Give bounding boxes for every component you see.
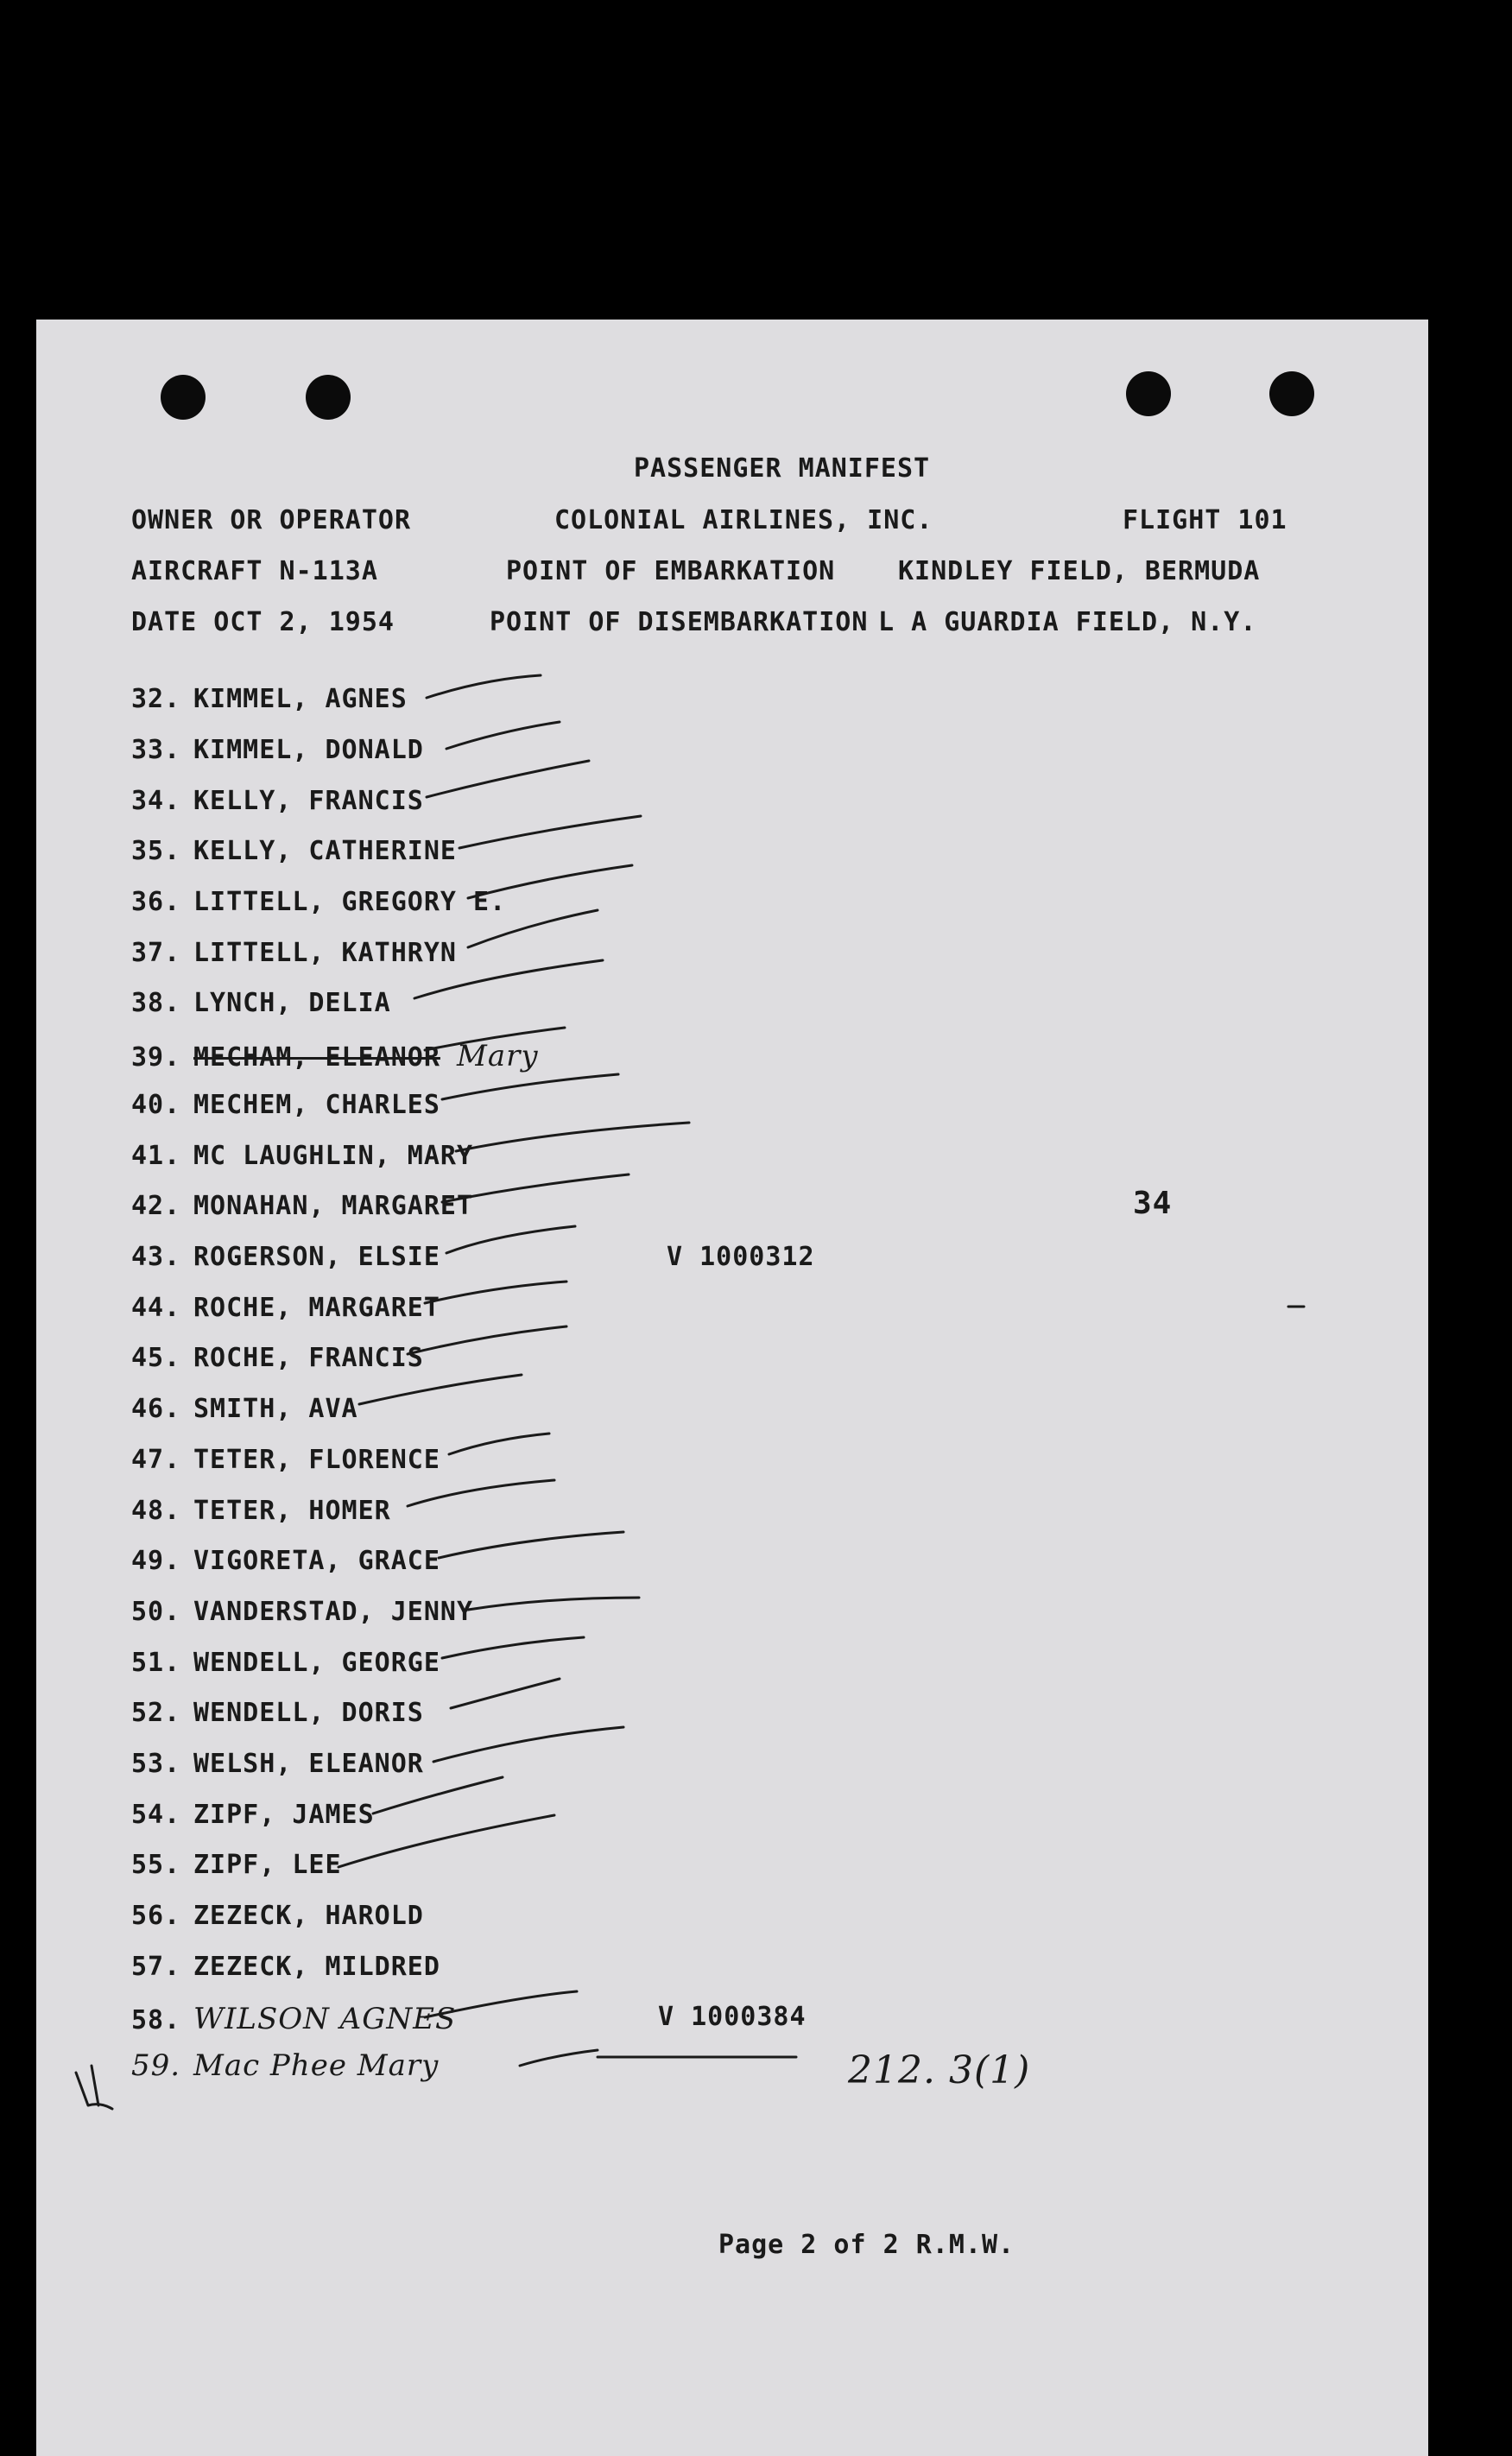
handwritten-correction: Mary (457, 1039, 539, 1073)
passenger-number: 57. (131, 1952, 181, 1982)
passenger-number: 49. (131, 1546, 181, 1576)
passenger-number: 47. (131, 1445, 181, 1475)
passenger-name: WENDELL, GEORGE (193, 1648, 440, 1678)
passenger-note: V 1000384 (658, 2002, 807, 2032)
passenger-name: KIMMEL, DONALD (193, 735, 424, 765)
passenger-name: VIGORETA, GRACE (193, 1546, 440, 1576)
passenger-number: 58. (131, 2005, 181, 2035)
passenger-name: ROCHE, MARGARET (193, 1293, 440, 1323)
disembark-place: L A GUARDIA FIELD, N.Y. (878, 607, 1257, 637)
passenger-name: MONAHAN, MARGARET (193, 1191, 474, 1221)
passenger-number: 52. (131, 1698, 181, 1728)
embark-label: POINT OF EMBARKATION (506, 556, 836, 586)
passenger-note: V 1000312 (667, 1242, 815, 1272)
passenger-name: SMITH, AVA (193, 1394, 358, 1424)
passenger-name: TETER, HOMER (193, 1496, 391, 1526)
passenger-number: 59. (131, 2048, 181, 2083)
passenger-name: KIMMEL, AGNES (193, 684, 408, 714)
carrier-name: COLONIAL AIRLINES, INC. (554, 505, 933, 535)
passenger-name: LITTELL, KATHRYN (193, 938, 457, 968)
passenger-name: KELLY, FRANCIS (193, 786, 424, 816)
passenger-number: 33. (131, 735, 181, 765)
passenger-name: TETER, FLORENCE (193, 1445, 440, 1475)
margin-mark: 34 (1133, 1186, 1173, 1221)
passenger-number: 41. (131, 1141, 181, 1171)
disembark-label: POINT OF DISEMBARKATION (490, 607, 869, 637)
passenger-number: 45. (131, 1343, 181, 1373)
passenger-name: Mac Phee Mary (193, 2048, 440, 2083)
passenger-name: MECHEM, CHARLES (193, 1090, 440, 1120)
passenger-number: 54. (131, 1800, 181, 1830)
passenger-name: MECHAM, ELEANOR (193, 1042, 440, 1073)
passenger-name: WENDELL, DORIS (193, 1698, 424, 1728)
owner-label: OWNER OR OPERATOR (131, 505, 412, 535)
manifest-date: DATE OCT 2, 1954 (131, 607, 395, 637)
passenger-name: ZIPF, LEE (193, 1850, 342, 1880)
passenger-number: 40. (131, 1090, 181, 1120)
passenger-name: ZEZECK, HAROLD (193, 1901, 424, 1931)
flight-number: FLIGHT 101 (1123, 505, 1287, 535)
passenger-number: 34. (131, 786, 181, 816)
passenger-number: 35. (131, 836, 181, 866)
passenger-number: 37. (131, 938, 181, 968)
manifest-title: PASSENGER MANIFEST (634, 453, 931, 484)
passenger-number: 32. (131, 684, 181, 714)
aircraft-id: AIRCRAFT N-113A (131, 556, 378, 586)
passenger-name: ZIPF, JAMES (193, 1800, 375, 1830)
passenger-number: 56. (131, 1901, 181, 1931)
passenger-note: 212. 3(1) (848, 2048, 1031, 2092)
page-footer: Page 2 of 2 R.M.W. (718, 2230, 1015, 2260)
passenger-name: ROGERSON, ELSIE (193, 1242, 440, 1272)
passenger-name: WELSH, ELEANOR (193, 1749, 424, 1779)
passenger-number: 38. (131, 988, 181, 1018)
passenger-number: 48. (131, 1496, 181, 1526)
passenger-number: 36. (131, 887, 181, 917)
passenger-number: 50. (131, 1597, 181, 1627)
passenger-name: VANDERSTAD, JENNY (193, 1597, 474, 1627)
passenger-name: LITTELL, GREGORY E. (193, 887, 507, 917)
passenger-name: KELLY, CATHERINE (193, 836, 457, 866)
passenger-name: MC LAUGHLIN, MARY (193, 1141, 474, 1171)
embark-place: KINDLEY FIELD, BERMUDA (898, 556, 1261, 586)
passenger-number: 42. (131, 1191, 181, 1221)
passenger-name: ZEZECK, MILDRED (193, 1952, 440, 1982)
passenger-name: WILSON AGNES (193, 2002, 457, 2036)
passenger-name: ROCHE, FRANCIS (193, 1343, 424, 1373)
passenger-number: 51. (131, 1648, 181, 1678)
passenger-number: 44. (131, 1293, 181, 1323)
manifest-sheet (36, 320, 1428, 2456)
passenger-number: 43. (131, 1242, 181, 1272)
passenger-number: 39. (131, 1042, 181, 1073)
passenger-number: 53. (131, 1749, 181, 1779)
passenger-number: 46. (131, 1394, 181, 1424)
passenger-name: LYNCH, DELIA (193, 988, 391, 1018)
check-marks (36, 320, 1428, 2456)
passenger-number: 55. (131, 1850, 181, 1880)
